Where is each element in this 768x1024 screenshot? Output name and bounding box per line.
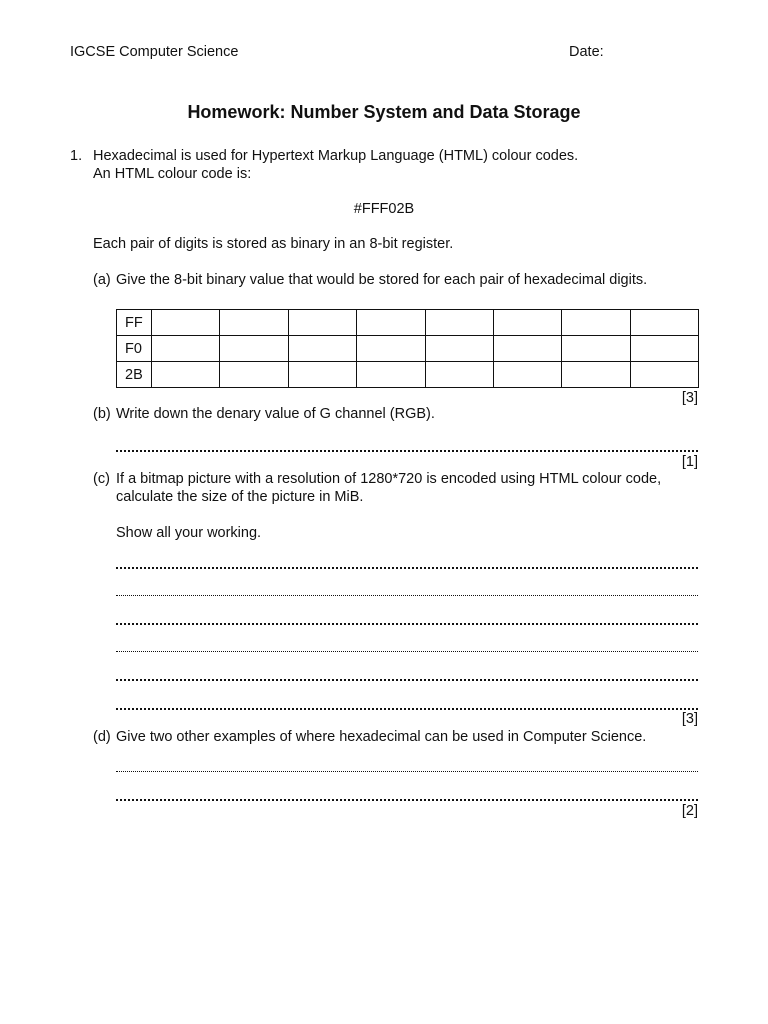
working-instruction: Show all your working. bbox=[116, 525, 262, 541]
part-b-text: Write down the denary value of G channel (RGB). bbox=[116, 406, 435, 422]
table-row bbox=[117, 336, 699, 362]
part-c-label: (c) bbox=[93, 471, 110, 487]
bit-cell[interactable] bbox=[425, 336, 493, 362]
question-intro-line1: Hexadecimal is used for Hypertext Markup Language (HTML) colour codes. bbox=[93, 148, 579, 164]
bit-cell[interactable] bbox=[288, 336, 356, 362]
bit-cell[interactable] bbox=[220, 362, 288, 388]
bit-cell[interactable] bbox=[630, 310, 698, 336]
table-row bbox=[117, 310, 699, 336]
course-name: IGCSE Computer Science bbox=[70, 44, 239, 60]
binary-answer-table bbox=[116, 309, 699, 388]
bit-cell[interactable] bbox=[493, 336, 561, 362]
answer-line[interactable] bbox=[116, 708, 698, 710]
part-d-text: Give two other examples of where hexadecimal can be used in Computer Science. bbox=[116, 729, 647, 745]
bit-cell[interactable] bbox=[562, 310, 630, 336]
answer-line[interactable] bbox=[116, 623, 698, 625]
part-c-text-line1: If a bitmap picture with a resolution of 1280*720 is encoded using HTML colour code, bbox=[116, 471, 662, 487]
bit-cell[interactable] bbox=[357, 362, 425, 388]
bit-cell[interactable] bbox=[425, 310, 493, 336]
answer-line[interactable] bbox=[116, 799, 698, 801]
row-label-f0: F0 bbox=[117, 336, 152, 362]
date-label: Date: bbox=[569, 44, 604, 60]
bit-cell[interactable] bbox=[630, 362, 698, 388]
part-a-label: (a) bbox=[93, 272, 111, 288]
page-title: Homework: Number System and Data Storage bbox=[187, 102, 581, 122]
answer-line[interactable] bbox=[116, 771, 698, 772]
answer-line[interactable] bbox=[116, 567, 698, 569]
bit-cell[interactable] bbox=[220, 310, 288, 336]
bit-cell[interactable] bbox=[357, 310, 425, 336]
part-c-text-line2: calculate the size of the picture in MiB. bbox=[116, 489, 364, 505]
pair-note: Each pair of digits is stored as binary in an 8-bit register. bbox=[93, 236, 454, 252]
answer-line[interactable] bbox=[116, 679, 698, 681]
question-intro-line2: An HTML colour code is: bbox=[93, 166, 252, 182]
answer-line[interactable] bbox=[116, 595, 698, 596]
part-d-marks: [2] bbox=[681, 803, 698, 819]
answer-line[interactable] bbox=[116, 651, 698, 652]
row-label-ff: FF bbox=[117, 310, 152, 336]
bit-cell[interactable] bbox=[152, 362, 220, 388]
bit-cell[interactable] bbox=[357, 336, 425, 362]
bit-cell[interactable] bbox=[425, 362, 493, 388]
colour-code: #FFF02B bbox=[353, 201, 415, 217]
part-d-label: (d) bbox=[93, 729, 111, 745]
row-label-2b: 2B bbox=[117, 362, 152, 388]
part-b-label: (b) bbox=[93, 406, 111, 422]
part-b-marks: [1] bbox=[681, 454, 698, 470]
bit-cell[interactable] bbox=[288, 362, 356, 388]
bit-cell[interactable] bbox=[152, 310, 220, 336]
part-a-text: Give the 8-bit binary value that would be stored for each pair of hexadecimal digits. bbox=[116, 272, 648, 288]
bit-cell[interactable] bbox=[562, 362, 630, 388]
bit-cell[interactable] bbox=[493, 310, 561, 336]
bit-cell[interactable] bbox=[493, 362, 561, 388]
answer-line[interactable] bbox=[116, 450, 698, 452]
question-number: 1. bbox=[70, 148, 83, 164]
part-c-marks: [3] bbox=[681, 711, 698, 727]
bit-cell[interactable] bbox=[152, 336, 220, 362]
bit-cell[interactable] bbox=[562, 336, 630, 362]
bit-cell[interactable] bbox=[630, 336, 698, 362]
table-row bbox=[117, 362, 699, 388]
bit-cell[interactable] bbox=[220, 336, 288, 362]
part-a-marks: [3] bbox=[681, 390, 698, 406]
bit-cell[interactable] bbox=[288, 310, 356, 336]
